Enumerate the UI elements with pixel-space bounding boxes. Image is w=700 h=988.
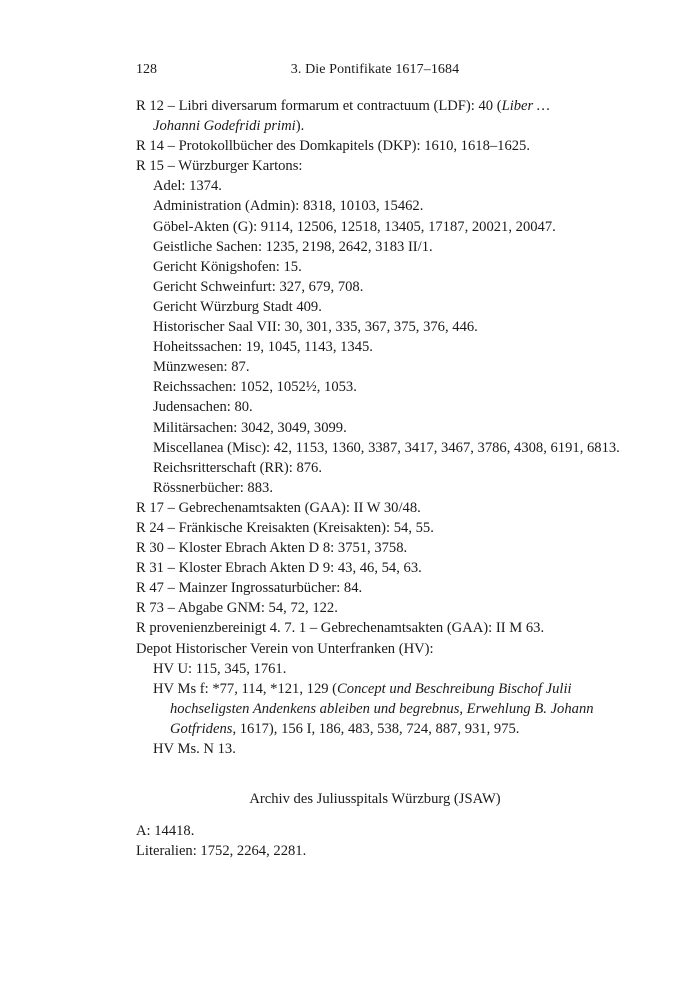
entry-text: Gericht Königshofen: 15. <box>153 258 302 275</box>
entry-line <box>136 337 616 357</box>
entry-line <box>136 438 620 458</box>
entry-line <box>136 217 616 237</box>
entry-text: Rössnerbücher: 883. <box>153 479 273 496</box>
entry-line <box>136 418 616 438</box>
entry-line <box>136 116 616 136</box>
entry-line <box>136 659 616 679</box>
entry-line <box>136 821 616 841</box>
entry-line <box>136 578 616 598</box>
entry-text: R 47 – Mainzer Ingrossaturbücher: 84. <box>136 580 363 597</box>
entry-text: Militärsachen: 3042, 3049, 3099. <box>153 419 347 436</box>
entry-text: R 17 – Gebrechenamtsakten (GAA): II W 30/48. <box>136 499 421 516</box>
entry-text: Miscellanea (Misc): 42, 1153, 1360, 3387, 3417, 3467, 3786, 4308, 6191, 6813. <box>153 439 620 456</box>
entry-title-italic: Liber … <box>501 98 550 114</box>
entry-text: R 12 – Libri diversarum formarum et contractuum (LDF): 40 ( <box>136 98 502 114</box>
entry-text: HV Ms. N 13. <box>153 741 236 757</box>
entry-line <box>136 679 616 699</box>
entry-text: R 30 – Kloster Ebrach Akten D 8: 3751, 3758. <box>136 540 408 557</box>
entry-text: HV Ms f: *77, 114, *121, 129 ( <box>153 680 338 697</box>
entry-title-italic: Gotfridens <box>170 720 233 737</box>
entry-text: Judensachen: 80. <box>153 399 253 416</box>
entry-line <box>136 598 616 618</box>
entry-text: Göbel-Akten (G): 9114, 12506, 12518, 13405, 17187, 20021, 20047. <box>153 218 556 235</box>
entry-text: Administration (Admin): 8318, 10103, 15462. <box>153 198 424 215</box>
section-heading: Archiv des Juliusspitals Würzburg (JSAW) <box>249 791 501 807</box>
entry-text: Münzwesen: 87. <box>153 359 250 376</box>
juliusspital-entries-list <box>136 821 616 861</box>
entry-text: ). <box>295 118 305 135</box>
entry-title-italic: Concept und Beschreibung Bischof Julii <box>337 680 572 697</box>
entry-line <box>136 719 616 739</box>
entry-text: Historischer Saal VII: 30, 301, 335, 367, 375, 376, 446. <box>153 319 478 336</box>
entry-text: R 73 – Abgabe GNM: 54, 72, 122. <box>136 600 338 617</box>
entry-line <box>136 538 616 558</box>
entry-line <box>136 518 616 538</box>
entry-line <box>136 237 616 257</box>
entry-text: Literalien: 1752, 2264, 2281. <box>136 843 307 860</box>
entry-line <box>136 841 616 861</box>
entry-text: HV U: 115, 345, 1761. <box>153 660 287 677</box>
entry-line <box>136 176 616 196</box>
entry-line <box>136 397 616 417</box>
entry-title-italic: Johanni Godefridi primi <box>153 118 296 135</box>
page-number: 128 <box>136 62 157 77</box>
entry-line <box>136 377 616 397</box>
entry-line <box>136 498 616 518</box>
entry-line <box>136 196 616 216</box>
entry-line <box>136 277 616 297</box>
entry-text: A: 14418. <box>136 823 195 839</box>
entry-line <box>136 639 616 659</box>
entry-line <box>136 478 616 498</box>
entry-line <box>136 739 616 759</box>
entry-line <box>136 317 616 337</box>
page-header <box>136 62 614 82</box>
entry-text: Adel: 1374. <box>153 178 222 195</box>
entry-text: R 14 – Protokollbücher des Domkapitels (DKP): 1610, 1618–1625. <box>136 138 531 155</box>
entry-text: Gericht Schweinfurt: 327, 679, 708. <box>153 278 364 295</box>
entry-line <box>136 458 616 478</box>
entry-text: Reichssachen: 1052, 1052½, 1053. <box>153 379 357 396</box>
entry-text: Gericht Würzburg Stadt 409. <box>153 298 322 315</box>
entry-line <box>136 257 616 277</box>
entry-line <box>136 618 616 638</box>
entry-text: R 24 – Fränkische Kreisakten (Kreisakten): 54, 55. <box>136 519 434 536</box>
entry-text: R provenienzbereinigt 4. 7. 1 – Gebrechenamtsakten (GAA): II M 63. <box>136 620 545 637</box>
entry-line <box>136 297 616 317</box>
entry-title-italic: hochseligsten Andenkens ableiben und begrebnus, Erwehlung B. Johann <box>170 700 594 717</box>
entry-text: Hoheitssachen: 19, 1045, 1143, 1345. <box>153 339 373 356</box>
entry-line <box>136 136 616 156</box>
running-title: 3. Die Pontifikate 1617–1684 <box>290 62 460 77</box>
entry-text: Reichsritterschaft (RR): 876. <box>153 459 323 476</box>
entry-line <box>136 699 616 719</box>
entry-text: Geistliche Sachen: 1235, 2198, 2642, 3183 II/1. <box>153 238 433 255</box>
entry-text: R 31 – Kloster Ebrach Akten D 9: 43, 46, 54, 63. <box>136 560 422 577</box>
entry-text: R 15 – Würzburger Kartons: <box>136 158 303 175</box>
entry-line <box>136 357 616 377</box>
entry-line <box>136 558 616 578</box>
archive-entries-list <box>136 96 620 759</box>
entry-text: , 1617), 156 I, 186, 483, 538, 724, 887, 931, 975. <box>232 720 520 737</box>
entry-line <box>136 156 616 176</box>
entry-text: Depot Historischer Verein von Unterfranken (HV): <box>136 640 434 657</box>
entry-line <box>136 96 616 116</box>
